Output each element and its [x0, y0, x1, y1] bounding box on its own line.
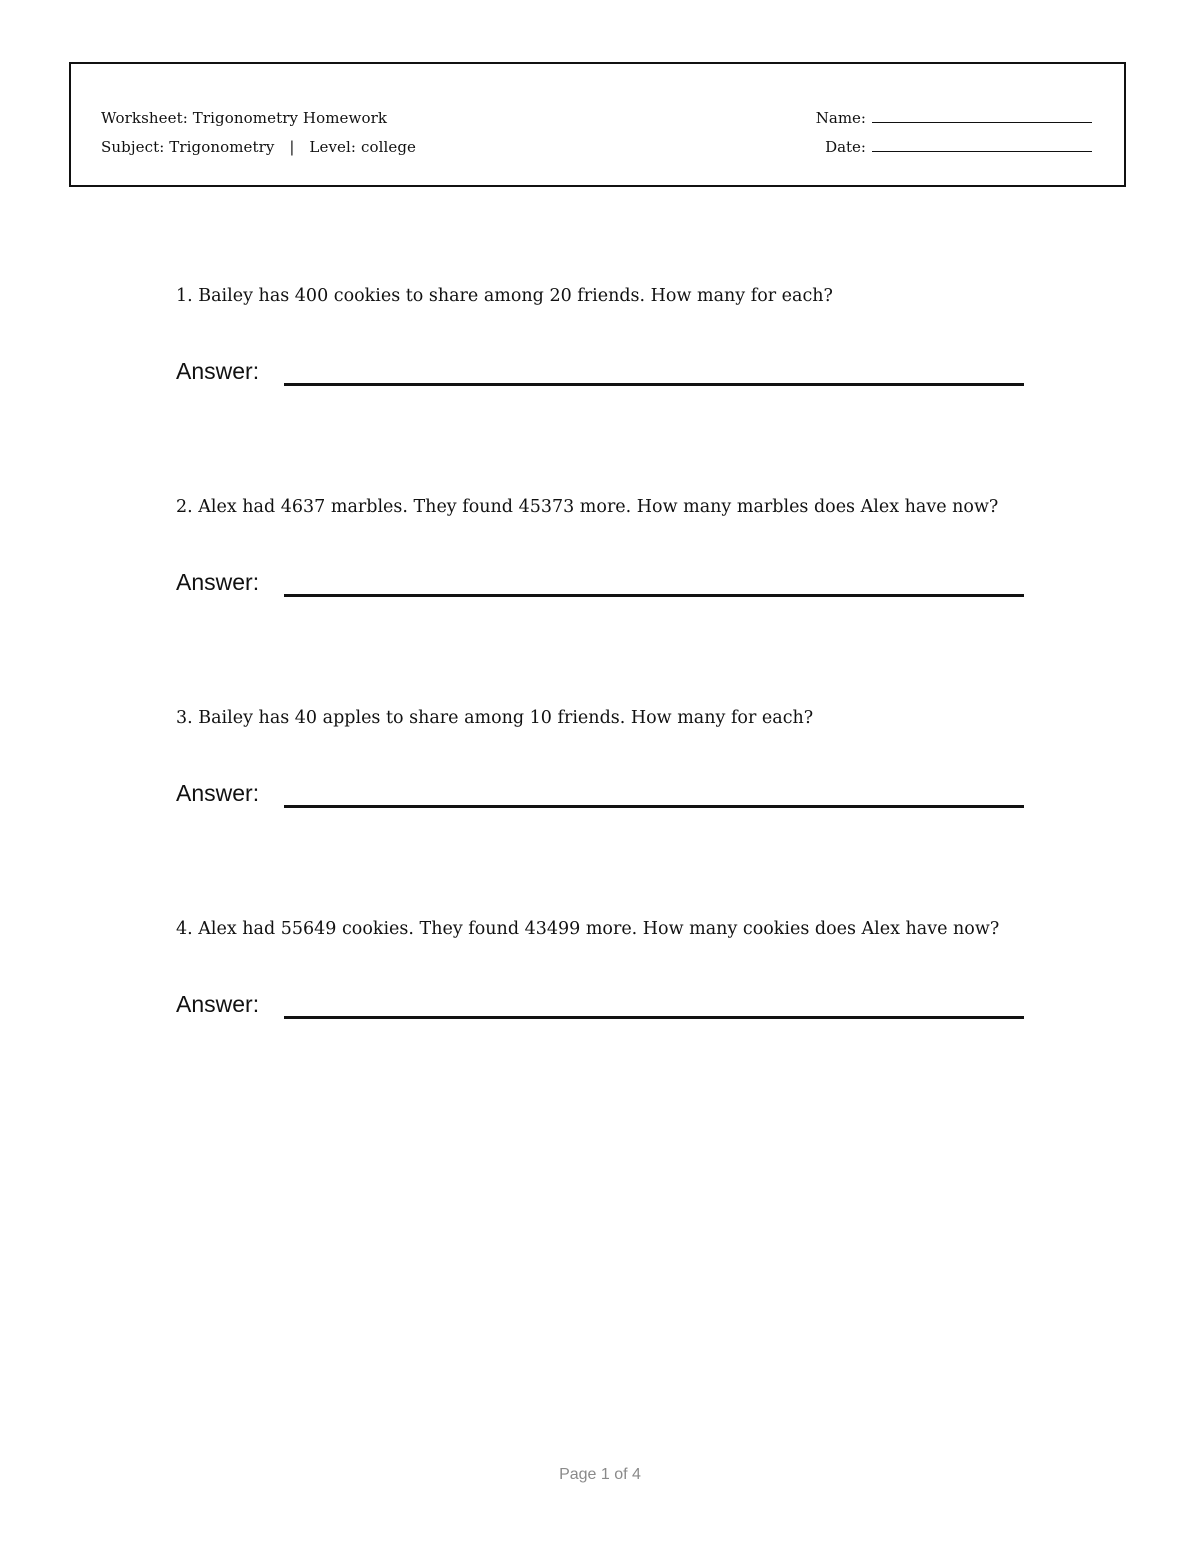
question-2: 2. Alex had 4637 marbles. They found 45373 more. How many marbles does Alex have now? [176, 497, 999, 517]
answer-label: Answer: [176, 569, 260, 595]
answer-field-1[interactable] [284, 383, 1024, 386]
date-row [816, 133, 1092, 162]
name-label: Name: [815, 109, 866, 127]
answer-field-4[interactable] [284, 1016, 1024, 1019]
date-field[interactable] [872, 137, 1092, 152]
level-value: college [360, 138, 417, 156]
answer-label: Answer: [176, 358, 260, 384]
question-1: 1. Bailey has 400 cookies to share among 20 friends. How many for each? [176, 286, 833, 306]
answer-label: Answer: [176, 991, 260, 1017]
worksheet-title-row [101, 104, 416, 133]
date-label: Date: [825, 138, 866, 156]
answer-label: Answer: [176, 780, 260, 806]
subject-label: Subject: [101, 138, 165, 156]
worksheet-info [101, 104, 416, 162]
separator: | [289, 138, 295, 156]
student-fields [816, 104, 1092, 162]
answer-field-3[interactable] [284, 805, 1024, 808]
answer-row-3 [176, 780, 1026, 820]
level-label: Level: [309, 138, 357, 156]
worksheet-title: Trigonometry Homework [192, 109, 388, 127]
answer-row-4 [176, 991, 1026, 1031]
name-field[interactable] [872, 108, 1092, 123]
page-number: Page 1 of 4 [559, 1466, 641, 1483]
question-4: 4. Alex had 55649 cookies. They found 43499 more. How many cookies does Alex have now? [176, 919, 1000, 939]
subject-level-row [101, 133, 416, 162]
name-row [816, 104, 1092, 133]
worksheet-header [69, 62, 1126, 187]
answer-field-2[interactable] [284, 594, 1024, 597]
worksheet-label: Worksheet: [101, 109, 188, 127]
answer-row-2 [176, 569, 1026, 609]
answer-row-1 [176, 358, 1026, 398]
question-3: 3. Bailey has 40 apples to share among 10 friends. How many for each? [176, 708, 814, 728]
subject-value: Trigonometry [169, 138, 275, 156]
